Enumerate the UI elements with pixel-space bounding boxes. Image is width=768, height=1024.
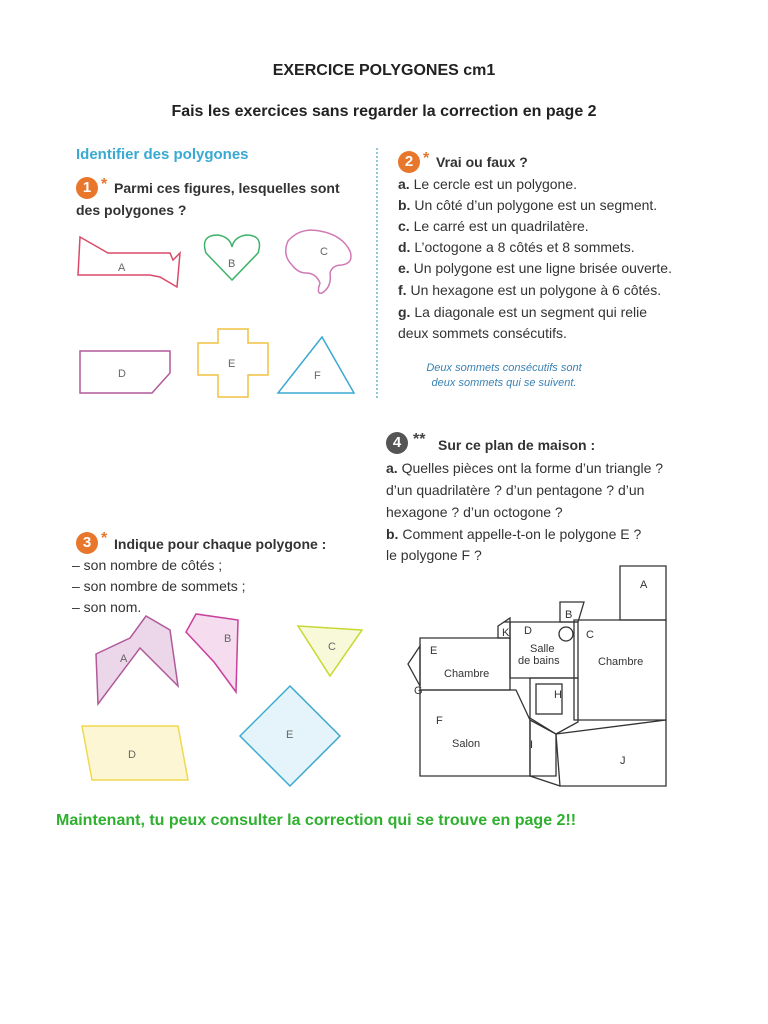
room-j bbox=[556, 720, 666, 786]
figure-e-label: E bbox=[286, 729, 294, 741]
section-heading: Identifier des polygones bbox=[76, 146, 249, 163]
figure-f-label: F bbox=[314, 370, 321, 382]
room-label-chambre-right: Chambre bbox=[598, 656, 644, 668]
room-f bbox=[420, 690, 530, 776]
exercise-4-part-a-line1: a. Quelles pièces ont la forme d’un triangle ? bbox=[386, 460, 664, 476]
room-label-d: D bbox=[524, 625, 532, 637]
list-item: e. Un polygone est une ligne brisée ouverte. bbox=[398, 260, 672, 276]
list-item: f. Un hexagone est un polygone à 6 côtés. bbox=[398, 282, 662, 298]
list-item: g. La diagonale est un segment qui relie bbox=[398, 304, 648, 320]
room-label-salon: Salon bbox=[452, 738, 481, 750]
room-label-e: E bbox=[430, 645, 438, 657]
difficulty-star-icon: * bbox=[423, 150, 430, 167]
figure-a bbox=[78, 237, 180, 287]
room-a bbox=[620, 566, 666, 620]
exercise-3-figures bbox=[70, 610, 370, 790]
exercise-3-title: Indique pour chaque polygone : bbox=[114, 536, 327, 552]
room-label-salle-line1: Salle bbox=[530, 643, 555, 655]
footer-note: Maintenant, tu peux consulter la correction qui se trouve en page 2!! bbox=[56, 812, 577, 829]
list-item: b. Un côté d’un polygone est un segment. bbox=[398, 197, 658, 213]
room-label-j: J bbox=[620, 755, 626, 767]
exercise-4-part-a-line3: hexagone ? d’un octogone ? bbox=[386, 504, 563, 520]
column-divider bbox=[376, 148, 378, 398]
list-item: c. Le carré est un quadrilatère. bbox=[398, 218, 589, 234]
figure-c-label: C bbox=[328, 641, 336, 653]
figure-f bbox=[278, 337, 354, 393]
figure-b bbox=[186, 614, 238, 692]
exercise-1-question-line2: des polygones ? bbox=[76, 202, 187, 218]
figure-c bbox=[286, 230, 351, 293]
exercise-2-title: Vrai ou faux ? bbox=[436, 154, 528, 170]
difficulty-star-icon: * bbox=[101, 176, 108, 193]
exercise-4-part-b-line2: le polygone F ? bbox=[386, 547, 482, 563]
figure-b-label: B bbox=[228, 258, 236, 270]
figure-a-label: A bbox=[118, 262, 126, 274]
difficulty-star-icon: ** bbox=[413, 431, 426, 448]
figure-e-label: E bbox=[228, 358, 236, 370]
room-label-salle-line2: de bains bbox=[518, 655, 560, 667]
difficulty-star-icon: * bbox=[101, 530, 108, 547]
room-label-b: B bbox=[565, 609, 573, 621]
house-plan bbox=[400, 560, 670, 800]
figure-d-label: D bbox=[128, 749, 136, 761]
room-label-i: I bbox=[530, 739, 534, 751]
figure-d-label: D bbox=[118, 368, 126, 380]
exercise-number-badge: 4 bbox=[386, 432, 408, 454]
page-subtitle: Fais les exercices sans regarder la correction en page 2 bbox=[171, 103, 597, 120]
room-i bbox=[530, 720, 556, 776]
exercise-number-badge: 1 bbox=[76, 177, 98, 199]
exercise-number-badge: 2 bbox=[398, 151, 420, 173]
hint-note: Deux sommets consécutifs sont deux sommets qui se suivent. bbox=[426, 362, 582, 389]
list-item: a. Le cercle est un polygone. bbox=[398, 176, 578, 192]
list-item: d. L’octogone a 8 côtés et 8 sommets. bbox=[398, 239, 635, 255]
room-g bbox=[408, 646, 420, 686]
room-label-a: A bbox=[640, 579, 648, 591]
room-label-g: G bbox=[414, 685, 423, 697]
list-item: – son nombre de sommets ; bbox=[72, 578, 246, 594]
list-item: – son nombre de côtés ; bbox=[72, 557, 223, 573]
page-title: EXERCICE POLYGONES cm1 bbox=[272, 62, 496, 79]
room-label-k: K bbox=[502, 627, 510, 639]
exercise-1-figures bbox=[70, 225, 370, 405]
room-label-h: H bbox=[554, 689, 562, 701]
figure-a-label: A bbox=[120, 653, 128, 665]
figure-a bbox=[96, 616, 178, 704]
exercise-4-part-b-line1: b. Comment appelle-t-on le polygone E ? bbox=[386, 526, 642, 542]
exercise-4-title: Sur ce plan de maison : bbox=[438, 437, 596, 453]
room-label-f: F bbox=[436, 715, 443, 727]
list-item-continuation: deux sommets consécutifs. bbox=[398, 325, 567, 341]
room-h bbox=[530, 678, 578, 734]
figure-b-label: B bbox=[224, 633, 232, 645]
figure-c-label: C bbox=[320, 246, 328, 258]
exercise-1-question-line1: Parmi ces figures, lesquelles sont bbox=[114, 180, 340, 196]
room-label-chambre-left: Chambre bbox=[444, 668, 490, 680]
list-item: – son nom. bbox=[72, 599, 142, 615]
exercise-number-badge: 3 bbox=[76, 532, 98, 554]
room-label-c: C bbox=[586, 629, 594, 641]
exercise-4-part-a-line2: d’un quadrilatère ? d’un pentagone ? d’un bbox=[386, 482, 645, 498]
